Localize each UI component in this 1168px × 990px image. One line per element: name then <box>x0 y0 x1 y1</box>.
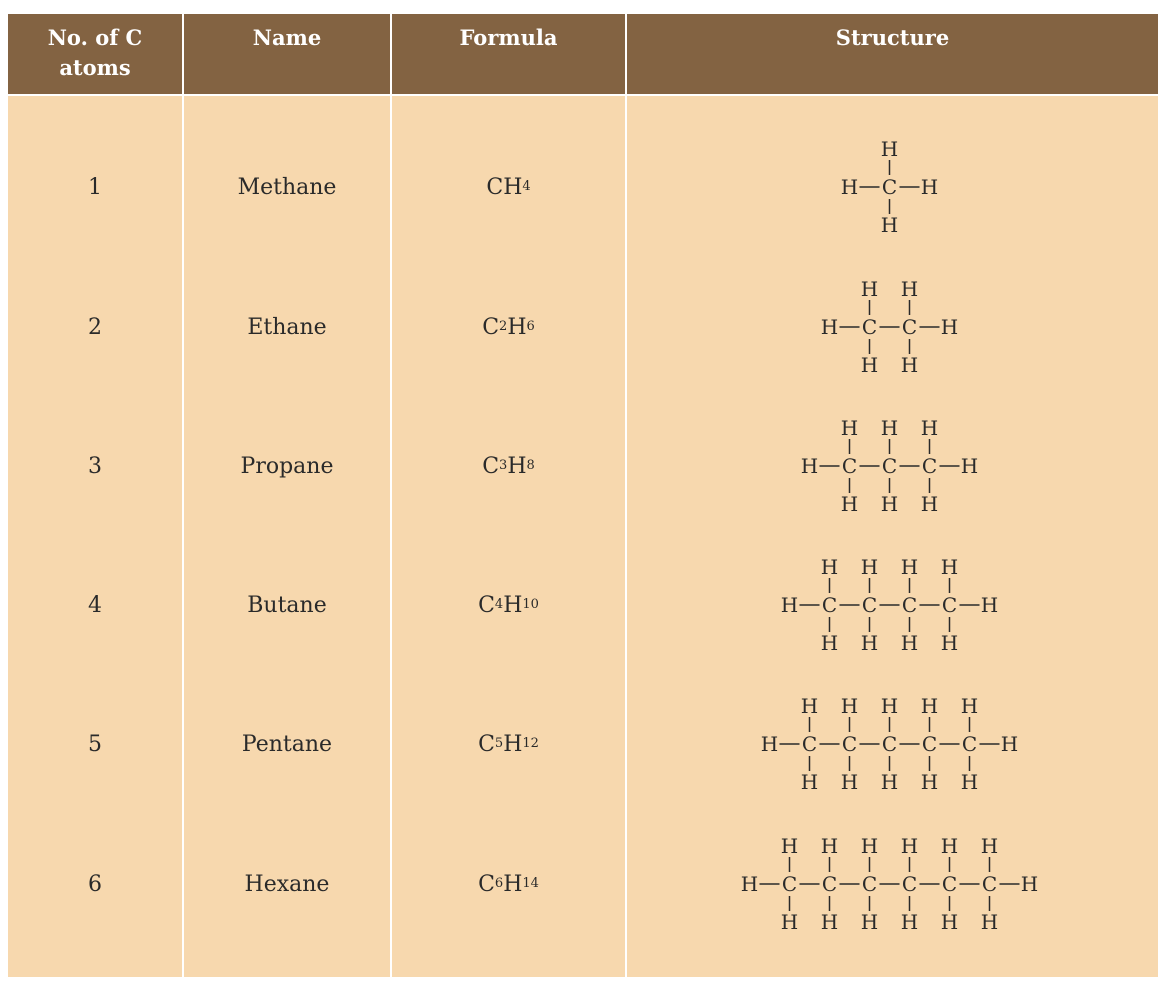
hydrogen-atom: H <box>780 593 799 617</box>
hydrogen-atom: H <box>860 277 879 301</box>
cell-name: Methane <box>237 174 337 200</box>
header-atoms-label: No. of C atoms <box>47 25 143 80</box>
hydrogen-atom: H <box>900 277 919 301</box>
hydrogen-atom: H <box>980 834 999 858</box>
hydrogen-atom: H <box>840 416 859 440</box>
formula-hydrogen: H <box>507 453 527 479</box>
hydrogen-atom: H <box>1000 732 1019 756</box>
cell-formula: C 4 H 10 <box>478 592 539 618</box>
hydrogen-atom: H <box>980 910 999 934</box>
hydrogen-atom: H <box>740 872 759 896</box>
hydrogen-atom: H <box>860 910 879 934</box>
alkane-table <box>8 14 1158 977</box>
cell-formula: C 2 H 6 <box>482 314 535 340</box>
hydrogen-atom: H <box>960 770 979 794</box>
hydrogen-atom: H <box>880 492 899 516</box>
hydrogen-atom: H <box>940 910 959 934</box>
hydrogen-atom: H <box>860 555 879 579</box>
hydrogen-atom: H <box>800 454 819 478</box>
carbon-atom: C <box>821 593 838 617</box>
hydrogen-atom: H <box>860 631 879 655</box>
carbon-atom: C <box>821 872 838 896</box>
cell-atoms: 4 <box>88 592 102 618</box>
hydrogen-atom: H <box>840 175 859 199</box>
formula-carbon: C <box>478 592 495 618</box>
hydrogen-atom: H <box>800 770 819 794</box>
hydrogen-atom: H <box>920 416 939 440</box>
hydrogen-atom: H <box>880 213 899 237</box>
carbon-atom: C <box>781 872 798 896</box>
carbon-atom: C <box>881 454 898 478</box>
hydrogen-atom: H <box>1020 872 1039 896</box>
hydrogen-atom: H <box>980 593 999 617</box>
cell-formula: C 6 H 14 <box>478 871 539 897</box>
formula-carbon: C <box>482 453 500 479</box>
carbon-atom: C <box>861 872 878 896</box>
cell-name: Propane <box>240 453 334 479</box>
hydrogen-atom: H <box>840 492 859 516</box>
carbon-atom: C <box>901 593 918 617</box>
hydrogen-atom: H <box>820 315 839 339</box>
hydrogen-atom: H <box>940 834 959 858</box>
hydrogen-atom: H <box>920 492 939 516</box>
cell-atoms: 6 <box>88 871 102 897</box>
cell-formula: C H 4 <box>486 174 531 200</box>
formula-carbon: C <box>486 174 504 200</box>
hydrogen-atom: H <box>900 834 919 858</box>
carbon-atom: C <box>881 732 898 756</box>
hydrogen-atom: H <box>960 694 979 718</box>
cell-name: Ethane <box>247 314 327 340</box>
carbon-atom: C <box>981 872 998 896</box>
carbon-atom: C <box>841 732 858 756</box>
hydrogen-atom: H <box>800 694 819 718</box>
header-structure-label: Structure <box>835 25 950 50</box>
hydrogen-atom: H <box>840 770 859 794</box>
carbon-atom: C <box>901 315 918 339</box>
hydrogen-atom: H <box>780 910 799 934</box>
hydrogen-atom: H <box>900 353 919 377</box>
carbon-atom: C <box>941 593 958 617</box>
hydrogen-atom: H <box>880 694 899 718</box>
cell-atoms: 1 <box>88 174 102 200</box>
carbon-atom: C <box>921 732 938 756</box>
hydrogen-atom: H <box>860 834 879 858</box>
hydrogen-atom: H <box>880 770 899 794</box>
hydrogen-atom: H <box>900 555 919 579</box>
formula-hydrogen: H <box>507 314 527 340</box>
formula-hydrogen: H <box>503 731 523 757</box>
cell-name: Hexane <box>244 871 330 897</box>
hydrogen-atom: H <box>900 910 919 934</box>
hydrogen-atom: H <box>900 631 919 655</box>
hydrogen-atom: H <box>820 834 839 858</box>
carbon-atom: C <box>961 732 978 756</box>
cell-name: Pentane <box>241 731 333 757</box>
hydrogen-atom: H <box>880 416 899 440</box>
hydrogen-atom: H <box>940 315 959 339</box>
hydrogen-atom: H <box>940 555 959 579</box>
hydrogen-atom: H <box>820 555 839 579</box>
cell-formula: C 3 H 8 <box>482 453 535 479</box>
cell-name: Butane <box>247 592 327 618</box>
hydrogen-atom: H <box>960 454 979 478</box>
formula-carbon: C <box>478 731 495 757</box>
cell-atoms: 2 <box>88 314 102 340</box>
hydrogen-atom: H <box>860 353 879 377</box>
hydrogen-atom: H <box>760 732 779 756</box>
structure-diagrams <box>8 14 1158 977</box>
hydrogen-atom: H <box>820 910 839 934</box>
hydrogen-atom: H <box>920 770 939 794</box>
cell-formula: C 5 H 12 <box>478 731 539 757</box>
carbon-atom: C <box>861 593 878 617</box>
hydrogen-atom: H <box>780 834 799 858</box>
formula-hydrogen: H <box>503 174 523 200</box>
formula-hydrogen: H <box>503 592 523 618</box>
carbon-atom: C <box>841 454 858 478</box>
cell-atoms: 3 <box>88 453 102 479</box>
header-formula-label: Formula <box>459 25 558 50</box>
carbon-atom: C <box>901 872 918 896</box>
hydrogen-atom: H <box>920 175 939 199</box>
carbon-atom: C <box>861 315 878 339</box>
carbon-atom: C <box>881 175 898 199</box>
formula-carbon: C <box>478 871 495 897</box>
hydrogen-atom: H <box>840 694 859 718</box>
cell-atoms: 5 <box>88 731 102 757</box>
carbon-atom: C <box>921 454 938 478</box>
carbon-atom: C <box>801 732 818 756</box>
formula-hydrogen: H <box>503 871 523 897</box>
formula-carbon: C <box>482 314 500 340</box>
header-name-label: Name <box>252 25 322 50</box>
carbon-atom: C <box>941 872 958 896</box>
hydrogen-atom: H <box>820 631 839 655</box>
hydrogen-atom: H <box>920 694 939 718</box>
hydrogen-atom: H <box>880 137 899 161</box>
hydrogen-atom: H <box>940 631 959 655</box>
